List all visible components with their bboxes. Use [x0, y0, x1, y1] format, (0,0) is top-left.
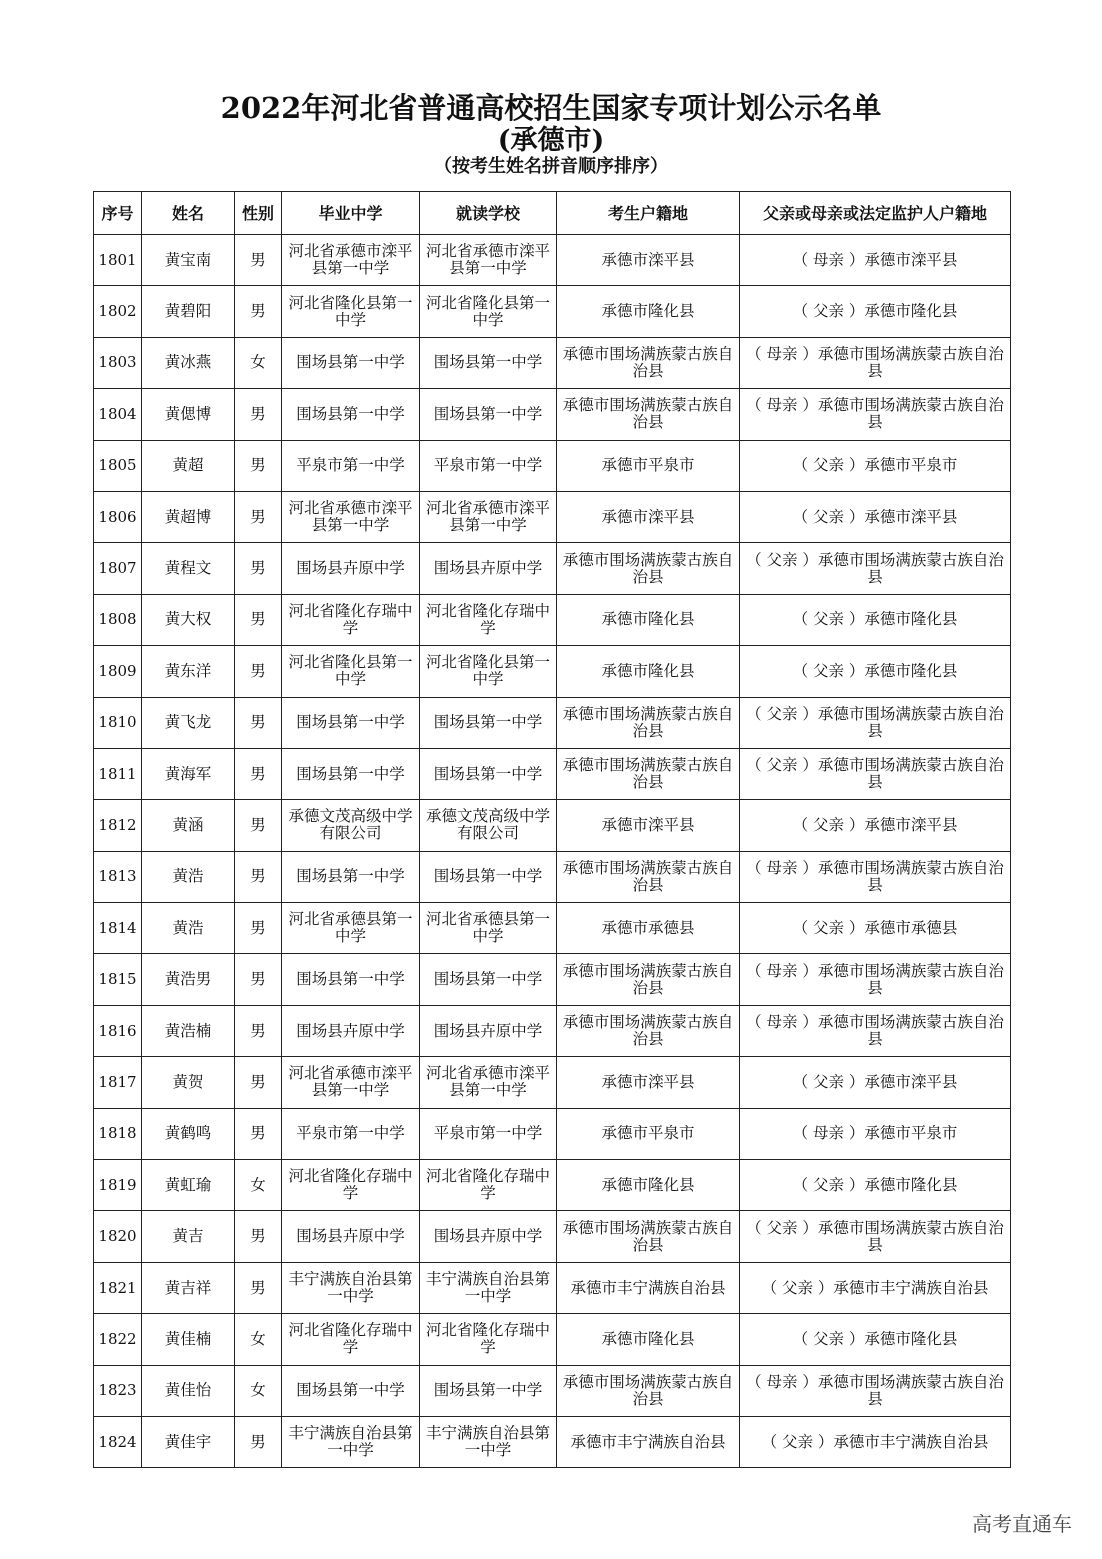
- seq-cell: 1811: [94, 748, 142, 799]
- column-header: 考生户籍地: [557, 192, 740, 235]
- guardian-household-cell: （ 父亲 ）承德市滦平县: [740, 491, 1011, 542]
- table-row: [94, 1365, 1011, 1416]
- column-header: 就读学校: [420, 192, 557, 235]
- guardian-household-cell: （ 父亲 ）承德市围场满族蒙古族自治县: [740, 748, 1011, 799]
- seq-cell: 1803: [94, 337, 142, 388]
- current-school-cell: 围场县第一中学: [420, 851, 557, 902]
- table-header-row: [94, 192, 1011, 235]
- seq-cell: 1815: [94, 954, 142, 1005]
- graduation-school-cell: 河北省承德县第一中学: [282, 903, 420, 954]
- table-row: [94, 286, 1011, 337]
- table-row: [94, 903, 1011, 954]
- current-school-cell: 围场县第一中学: [420, 954, 557, 1005]
- seq-cell: 1824: [94, 1416, 142, 1467]
- name-cell: 黄东洋: [142, 646, 235, 697]
- gender-cell: 男: [235, 440, 282, 491]
- guardian-household-cell: （ 母亲 ）承德市围场满族蒙古族自治县: [740, 1365, 1011, 1416]
- seq-cell: 1804: [94, 389, 142, 440]
- name-cell: 黄程文: [142, 543, 235, 594]
- table-row: [94, 1416, 1011, 1467]
- seq-cell: 1808: [94, 594, 142, 645]
- graduation-school-cell: 围场县第一中学: [282, 748, 420, 799]
- graduation-school-cell: 围场县第一中学: [282, 337, 420, 388]
- graduation-school-cell: 河北省承德市滦平县第一中学: [282, 491, 420, 542]
- gender-cell: 女: [235, 1160, 282, 1211]
- table-row: [94, 389, 1011, 440]
- name-cell: 黄海军: [142, 748, 235, 799]
- name-cell: 黄超博: [142, 491, 235, 542]
- table-row: [94, 1211, 1011, 1262]
- graduation-school-cell: 围场县第一中学: [282, 697, 420, 748]
- household-cell: 承德市围场满族蒙古族自治县: [557, 1365, 740, 1416]
- household-cell: 承德市滦平县: [557, 1057, 740, 1108]
- name-cell: 黄鹤鸣: [142, 1108, 235, 1159]
- household-cell: 承德市围场满族蒙古族自治县: [557, 337, 740, 388]
- household-cell: 承德市丰宁满族自治县: [557, 1262, 740, 1313]
- column-header: 性别: [235, 192, 282, 235]
- watermark: 高考直通车: [972, 1512, 1072, 1536]
- table-row: [94, 1108, 1011, 1159]
- guardian-household-cell: （ 父亲 ）承德市隆化县: [740, 1314, 1011, 1365]
- household-cell: 承德市滦平县: [557, 491, 740, 542]
- guardian-household-cell: （ 父亲 ）承德市隆化县: [740, 1160, 1011, 1211]
- table-row: [94, 491, 1011, 542]
- seq-cell: 1819: [94, 1160, 142, 1211]
- name-cell: 黄碧阳: [142, 286, 235, 337]
- name-cell: 黄佳怡: [142, 1365, 235, 1416]
- seq-cell: 1802: [94, 286, 142, 337]
- graduation-school-cell: 河北省隆化县第一中学: [282, 286, 420, 337]
- graduation-school-cell: 围场县卉原中学: [282, 1211, 420, 1262]
- sort-note: （按考生姓名拼音顺序排序）: [434, 156, 668, 177]
- table-row: [94, 697, 1011, 748]
- seq-cell: 1812: [94, 800, 142, 851]
- graduation-school-cell: 丰宁满族自治县第一中学: [282, 1416, 420, 1467]
- table-row: [94, 543, 1011, 594]
- gender-cell: 女: [235, 1365, 282, 1416]
- graduation-school-cell: 河北省承德市滦平县第一中学: [282, 235, 420, 286]
- graduation-school-cell: 围场县第一中学: [282, 954, 420, 1005]
- current-school-cell: 围场县卉原中学: [420, 1211, 557, 1262]
- name-cell: 黄佳楠: [142, 1314, 235, 1365]
- household-cell: 承德市平泉市: [557, 1108, 740, 1159]
- guardian-household-cell: （ 母亲 ）承德市围场满族蒙古族自治县: [740, 851, 1011, 902]
- page-title: 2022年河北省普通高校招生国家专项计划公示名单: [220, 91, 882, 125]
- current-school-cell: 承德文茂高级中学有限公司: [420, 800, 557, 851]
- current-school-cell: 围场县卉原中学: [420, 1005, 557, 1056]
- column-header: 序号: [94, 192, 142, 235]
- seq-cell: 1813: [94, 851, 142, 902]
- guardian-household-cell: （ 母亲 ）承德市滦平县: [740, 235, 1011, 286]
- graduation-school-cell: 承德文茂高级中学有限公司: [282, 800, 420, 851]
- roster-table: [93, 191, 1011, 1468]
- column-header: 毕业中学: [282, 192, 420, 235]
- table-row: [94, 594, 1011, 645]
- name-cell: 黄浩: [142, 851, 235, 902]
- current-school-cell: 丰宁满族自治县第一中学: [420, 1416, 557, 1467]
- name-cell: 黄虹瑜: [142, 1160, 235, 1211]
- household-cell: 承德市丰宁满族自治县: [557, 1416, 740, 1467]
- household-cell: 承德市围场满族蒙古族自治县: [557, 748, 740, 799]
- gender-cell: 男: [235, 646, 282, 697]
- graduation-school-cell: 河北省隆化存瑞中学: [282, 1314, 420, 1365]
- graduation-school-cell: 围场县卉原中学: [282, 543, 420, 594]
- current-school-cell: 围场县第一中学: [420, 1365, 557, 1416]
- current-school-cell: 围场县第一中学: [420, 337, 557, 388]
- current-school-cell: 河北省承德县第一中学: [420, 903, 557, 954]
- guardian-household-cell: （ 母亲 ）承德市平泉市: [740, 1108, 1011, 1159]
- table-row: [94, 646, 1011, 697]
- household-cell: 承德市平泉市: [557, 440, 740, 491]
- name-cell: 黄浩楠: [142, 1005, 235, 1056]
- gender-cell: 男: [235, 903, 282, 954]
- gender-cell: 男: [235, 543, 282, 594]
- graduation-school-cell: 平泉市第一中学: [282, 1108, 420, 1159]
- table-row: [94, 800, 1011, 851]
- household-cell: 承德市隆化县: [557, 646, 740, 697]
- table-row: [94, 1262, 1011, 1313]
- graduation-school-cell: 平泉市第一中学: [282, 440, 420, 491]
- table-row: [94, 1314, 1011, 1365]
- household-cell: 承德市滦平县: [557, 235, 740, 286]
- guardian-household-cell: （ 父亲 ）承德市滦平县: [740, 1057, 1011, 1108]
- gender-cell: 女: [235, 1314, 282, 1365]
- seq-cell: 1807: [94, 543, 142, 594]
- household-cell: 承德市隆化县: [557, 286, 740, 337]
- seq-cell: 1821: [94, 1262, 142, 1313]
- table-row: [94, 235, 1011, 286]
- name-cell: 黄宝南: [142, 235, 235, 286]
- current-school-cell: 河北省隆化存瑞中学: [420, 1314, 557, 1365]
- seq-cell: 1801: [94, 235, 142, 286]
- name-cell: 黄偲博: [142, 389, 235, 440]
- household-cell: 承德市滦平县: [557, 800, 740, 851]
- table-row: [94, 851, 1011, 902]
- name-cell: 黄大权: [142, 594, 235, 645]
- gender-cell: 男: [235, 748, 282, 799]
- current-school-cell: 河北省隆化存瑞中学: [420, 1160, 557, 1211]
- graduation-school-cell: 丰宁满族自治县第一中学: [282, 1262, 420, 1313]
- guardian-household-cell: （ 父亲 ）承德市围场满族蒙古族自治县: [740, 697, 1011, 748]
- household-cell: 承德市围场满族蒙古族自治县: [557, 389, 740, 440]
- column-header: 父亲或母亲或法定监护人户籍地: [740, 192, 1011, 235]
- gender-cell: 男: [235, 1416, 282, 1467]
- gender-cell: 女: [235, 337, 282, 388]
- gender-cell: 男: [235, 1057, 282, 1108]
- table-row: [94, 1160, 1011, 1211]
- current-school-cell: 围场县第一中学: [420, 389, 557, 440]
- gender-cell: 男: [235, 389, 282, 440]
- guardian-household-cell: （ 父亲 ）承德市隆化县: [740, 646, 1011, 697]
- seq-cell: 1806: [94, 491, 142, 542]
- gender-cell: 男: [235, 851, 282, 902]
- guardian-household-cell: （ 父亲 ）承德市隆化县: [740, 286, 1011, 337]
- gender-cell: 男: [235, 800, 282, 851]
- name-cell: 黄吉祥: [142, 1262, 235, 1313]
- current-school-cell: 河北省隆化县第一中学: [420, 646, 557, 697]
- name-cell: 黄吉: [142, 1211, 235, 1262]
- graduation-school-cell: 河北省隆化县第一中学: [282, 646, 420, 697]
- gender-cell: 男: [235, 697, 282, 748]
- guardian-household-cell: （ 母亲 ）承德市围场满族蒙古族自治县: [740, 389, 1011, 440]
- household-cell: 承德市围场满族蒙古族自治县: [557, 1211, 740, 1262]
- graduation-school-cell: 河北省隆化存瑞中学: [282, 594, 420, 645]
- current-school-cell: 河北省承德市滦平县第一中学: [420, 1057, 557, 1108]
- current-school-cell: 河北省隆化存瑞中学: [420, 594, 557, 645]
- name-cell: 黄贺: [142, 1057, 235, 1108]
- table-row: [94, 440, 1011, 491]
- household-cell: 承德市隆化县: [557, 1160, 740, 1211]
- current-school-cell: 河北省承德市滦平县第一中学: [420, 235, 557, 286]
- seq-cell: 1805: [94, 440, 142, 491]
- name-cell: 黄浩: [142, 903, 235, 954]
- current-school-cell: 围场县第一中学: [420, 697, 557, 748]
- guardian-household-cell: （ 母亲 ）承德市围场满族蒙古族自治县: [740, 954, 1011, 1005]
- seq-cell: 1822: [94, 1314, 142, 1365]
- name-cell: 黄涵: [142, 800, 235, 851]
- seq-cell: 1810: [94, 697, 142, 748]
- graduation-school-cell: 围场县第一中学: [282, 389, 420, 440]
- household-cell: 承德市围场满族蒙古族自治县: [557, 1005, 740, 1056]
- table-row: [94, 1005, 1011, 1056]
- household-cell: 承德市围场满族蒙古族自治县: [557, 543, 740, 594]
- guardian-household-cell: （ 父亲 ）承德市围场满族蒙古族自治县: [740, 1211, 1011, 1262]
- gender-cell: 男: [235, 1108, 282, 1159]
- seq-cell: 1823: [94, 1365, 142, 1416]
- seq-cell: 1816: [94, 1005, 142, 1056]
- household-cell: 承德市承德县: [557, 903, 740, 954]
- current-school-cell: 河北省承德市滦平县第一中学: [420, 491, 557, 542]
- household-cell: 承德市隆化县: [557, 1314, 740, 1365]
- name-cell: 黄浩男: [142, 954, 235, 1005]
- name-cell: 黄佳宇: [142, 1416, 235, 1467]
- gender-cell: 男: [235, 1262, 282, 1313]
- seq-cell: 1817: [94, 1057, 142, 1108]
- name-cell: 黄冰燕: [142, 337, 235, 388]
- graduation-school-cell: 河北省承德市滦平县第一中学: [282, 1057, 420, 1108]
- current-school-cell: 平泉市第一中学: [420, 440, 557, 491]
- guardian-household-cell: （ 父亲 ）承德市滦平县: [740, 800, 1011, 851]
- graduation-school-cell: 围场县卉原中学: [282, 1005, 420, 1056]
- guardian-household-cell: （ 父亲 ）承德市丰宁满族自治县: [740, 1262, 1011, 1313]
- table-row: [94, 337, 1011, 388]
- table-row: [94, 954, 1011, 1005]
- current-school-cell: 河北省隆化县第一中学: [420, 286, 557, 337]
- graduation-school-cell: 围场县第一中学: [282, 851, 420, 902]
- table-row: [94, 748, 1011, 799]
- gender-cell: 男: [235, 286, 282, 337]
- current-school-cell: 平泉市第一中学: [420, 1108, 557, 1159]
- page-subtitle: (承德市): [497, 125, 605, 156]
- gender-cell: 男: [235, 954, 282, 1005]
- household-cell: 承德市围场满族蒙古族自治县: [557, 851, 740, 902]
- guardian-household-cell: （ 父亲 ）承德市承德县: [740, 903, 1011, 954]
- table-row: [94, 1057, 1011, 1108]
- seq-cell: 1809: [94, 646, 142, 697]
- seq-cell: 1820: [94, 1211, 142, 1262]
- current-school-cell: 围场县卉原中学: [420, 543, 557, 594]
- name-cell: 黄飞龙: [142, 697, 235, 748]
- column-header: 姓名: [142, 192, 235, 235]
- gender-cell: 男: [235, 235, 282, 286]
- household-cell: 承德市围场满族蒙古族自治县: [557, 954, 740, 1005]
- guardian-household-cell: （ 母亲 ）承德市围场满族蒙古族自治县: [740, 337, 1011, 388]
- name-cell: 黄超: [142, 440, 235, 491]
- current-school-cell: 丰宁满族自治县第一中学: [420, 1262, 557, 1313]
- guardian-household-cell: （ 父亲 ）承德市平泉市: [740, 440, 1011, 491]
- guardian-household-cell: （ 父亲 ）承德市围场满族蒙古族自治县: [740, 543, 1011, 594]
- guardian-household-cell: （ 母亲 ）承德市围场满族蒙古族自治县: [740, 1005, 1011, 1056]
- gender-cell: 男: [235, 1005, 282, 1056]
- current-school-cell: 围场县第一中学: [420, 748, 557, 799]
- gender-cell: 男: [235, 1211, 282, 1262]
- gender-cell: 男: [235, 491, 282, 542]
- household-cell: 承德市围场满族蒙古族自治县: [557, 697, 740, 748]
- guardian-household-cell: （ 父亲 ）承德市丰宁满族自治县: [740, 1416, 1011, 1467]
- guardian-household-cell: （ 父亲 ）承德市隆化县: [740, 594, 1011, 645]
- seq-cell: 1818: [94, 1108, 142, 1159]
- household-cell: 承德市隆化县: [557, 594, 740, 645]
- graduation-school-cell: 河北省隆化存瑞中学: [282, 1160, 420, 1211]
- gender-cell: 男: [235, 594, 282, 645]
- seq-cell: 1814: [94, 903, 142, 954]
- graduation-school-cell: 围场县第一中学: [282, 1365, 420, 1416]
